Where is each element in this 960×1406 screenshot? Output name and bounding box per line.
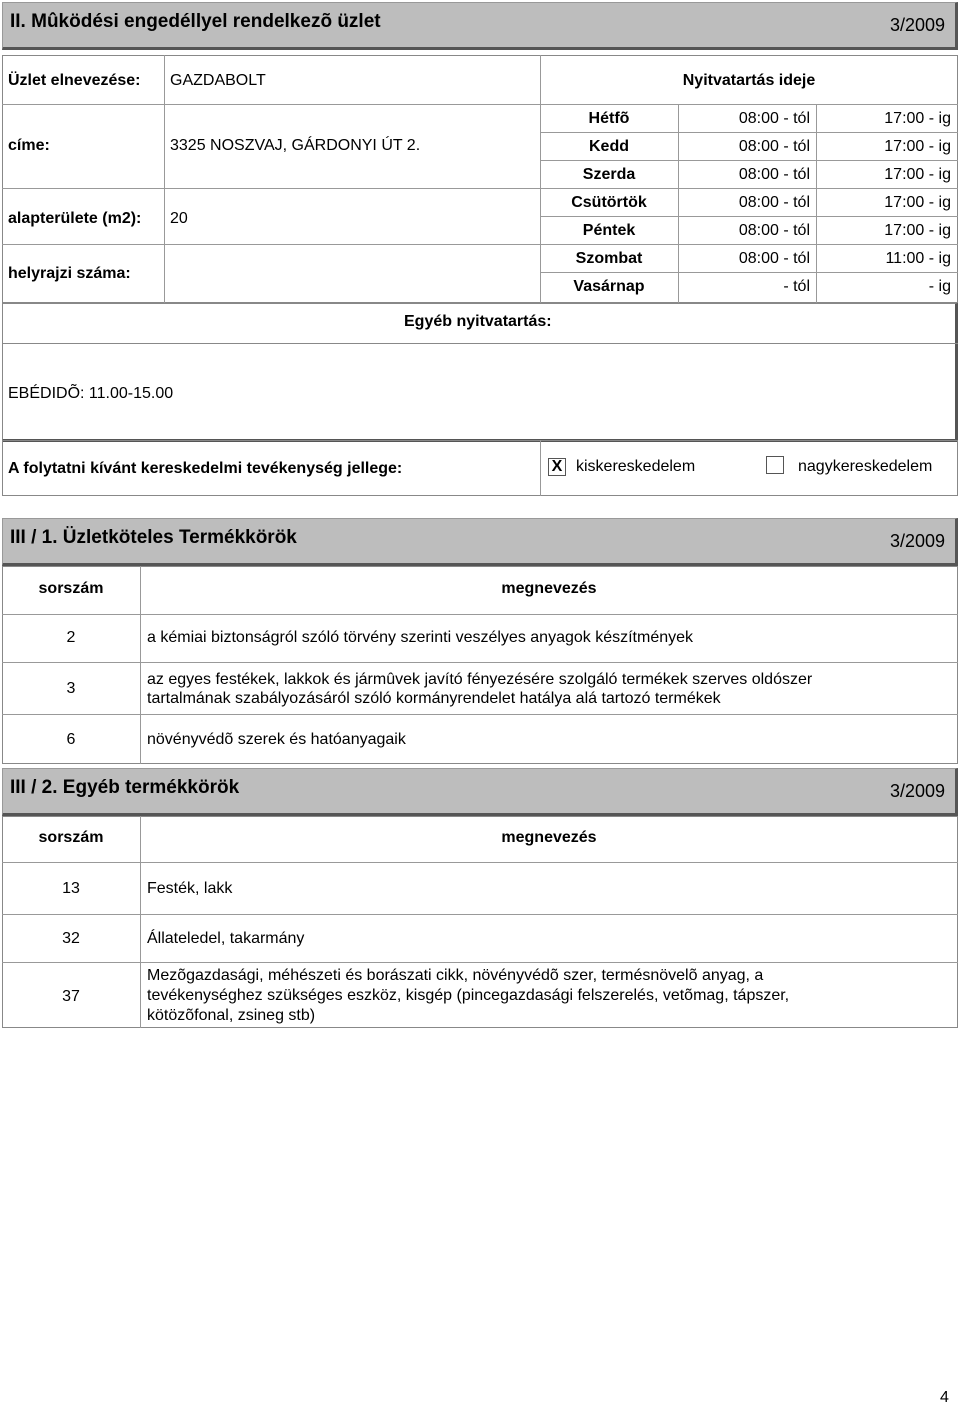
hours-to: 17:00 - ig (884, 166, 951, 183)
section-3-2-year: 3/2009 (889, 781, 945, 801)
hours-day: Szerda (582, 166, 636, 183)
hours-from: 08:00 - tól (738, 250, 810, 267)
hours-from: 08:00 - tól (738, 222, 810, 239)
hours-day: Csütörtök (571, 194, 647, 211)
section-3-1-year: 3/2009 (889, 531, 945, 551)
col-header-name: megnevezés (501, 580, 597, 597)
shop-address-value: 3325 NOSZVAJ, GÁRDONYI ÚT 2. (170, 137, 421, 154)
hours-to: 17:00 - ig (884, 110, 951, 127)
shop-area-label: alapterülete (m2): (8, 210, 142, 227)
section-2-header (2, 2, 958, 50)
shop-area-value: 20 (170, 210, 188, 227)
shop-info-table (2, 55, 958, 303)
section-3-1-header (2, 518, 958, 566)
opening-hours-header: Nyitvatartás ideje (682, 72, 816, 89)
row-number: 37 (62, 988, 80, 1005)
row-name-line-1: az egyes festékek, lakkok és jármûvek javító fényezésére szolgáló termékek szerves oldószer (147, 671, 813, 688)
row-number: 3 (66, 680, 76, 697)
row-number: 6 (66, 731, 76, 748)
hours-from: 08:00 - tól (738, 194, 810, 211)
col-header-number: sorszám (38, 580, 104, 597)
hours-day: Hétfõ (588, 110, 630, 127)
row-name-line-2: tartalmának szabályozásáról szóló kormányrendelet hatálya alá tartozó termékek (147, 690, 721, 707)
hours-day: Szombat (575, 250, 643, 267)
col-header-number: sorszám (38, 829, 104, 846)
activity-label: A folytatni kívánt kereskedelmi tevékenység jellege: (8, 460, 403, 477)
shop-address-label: címe: (8, 137, 50, 154)
row-number: 32 (62, 930, 80, 947)
shop-plot-label: helyrajzi száma: (8, 265, 131, 282)
section-3-2-title: III / 2. Egyéb termékkörök (10, 777, 240, 798)
retail-label: kiskereskedelem (576, 458, 696, 475)
row-name: növényvédõ szerek és hatóanyagaik (147, 731, 406, 748)
section-2-title: II. Mûködési engedéllyel rendelkezõ üzlet (10, 11, 381, 32)
section-2-year: 3/2009 (889, 15, 945, 35)
hours-day: Péntek (582, 222, 636, 239)
hours-from: 08:00 - tól (738, 138, 810, 155)
section-3-1-title: III / 1. Üzletköteles Termékkörök (10, 527, 297, 548)
page-number: 4 (940, 1389, 949, 1406)
row-name: a kémiai biztonságról szóló törvény szerinti veszélyes anyagok készítmények (147, 629, 694, 646)
hours-to: 17:00 - ig (884, 222, 951, 239)
hours-from: 08:00 - tól (738, 166, 810, 183)
other-hours-value: EBÉDIDÕ: 11.00-15.00 (8, 385, 174, 402)
hours-day: Vasárnap (573, 278, 645, 295)
shop-name-value: GAZDABOLT (170, 72, 266, 89)
section-3-2-header (2, 768, 958, 816)
wholesale-label: nagykereskedelem (798, 458, 933, 475)
other-hours-label: Egyéb nyitvatartás: (404, 313, 552, 330)
hours-to: 17:00 - ig (884, 194, 951, 211)
hours-to: 17:00 - ig (884, 138, 951, 155)
shop-name-label: Üzlet elnevezése: (8, 72, 141, 89)
hours-to: 11:00 - ig (885, 250, 951, 267)
hours-to: - ig (928, 278, 951, 295)
hours-from: 08:00 - tól (738, 110, 810, 127)
row-name-line-2: tevékenységhez szükséges eszköz, kisgép (pincegazdasági felszerelés, vetõmag, tápszer, (147, 987, 790, 1004)
row-name: Festék, lakk (147, 880, 233, 897)
col-header-name: megnevezés (501, 829, 597, 846)
wholesale-checkbox[interactable] (766, 456, 784, 474)
row-name: Állateledel, takarmány (147, 930, 305, 947)
row-number: 2 (66, 629, 76, 646)
row-number: 13 (62, 880, 80, 897)
row-name-line-3: kötözõfonal, zsineg stb) (147, 1007, 316, 1024)
row-name-line-1: Mezõgazdasági, méhészeti és borászati cikk, növényvédõ szer, termésnövelõ anyag, a (147, 967, 764, 984)
retail-checkbox[interactable]: X (548, 458, 566, 476)
hours-day: Kedd (589, 138, 629, 155)
hours-from: - tól (783, 278, 810, 295)
